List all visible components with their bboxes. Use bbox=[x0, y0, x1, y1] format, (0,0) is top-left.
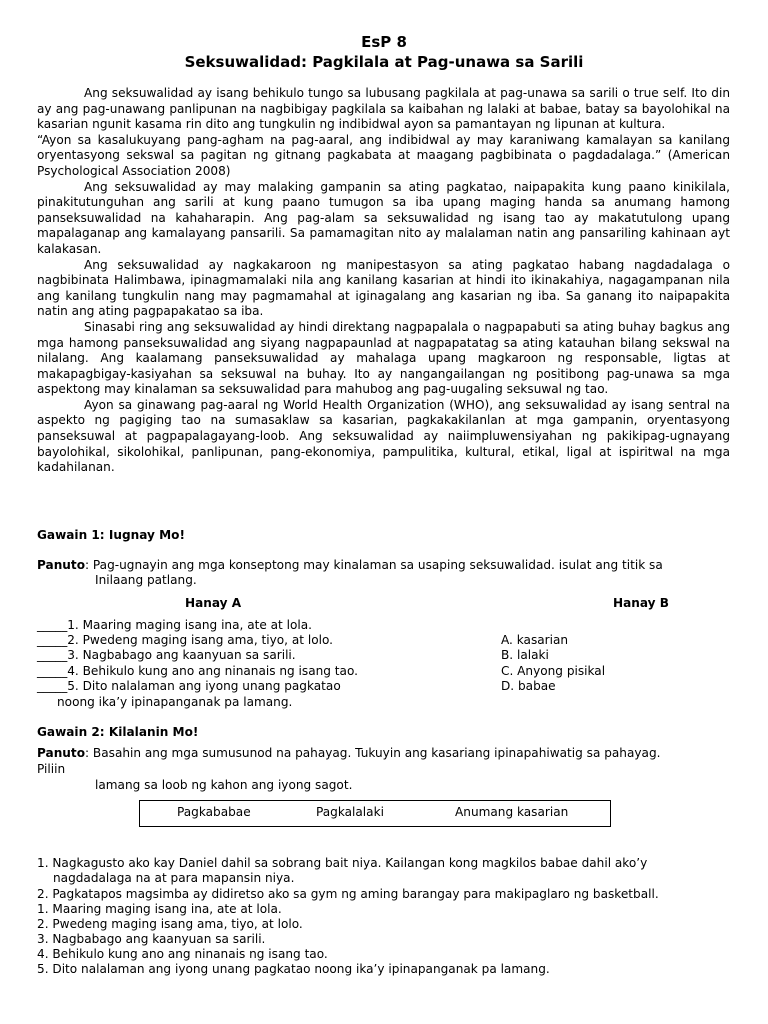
matching-item: _____4. Behikulo kung ano ang ninanais ng isang tao. bbox=[37, 664, 358, 678]
hanay-a-heading: Hanay A bbox=[185, 596, 242, 610]
choice-item: C. Anyong pisikal bbox=[501, 664, 606, 678]
gawain2-instructions-wrap: Piliin bbox=[37, 762, 66, 776]
page-title: Seksuwalidad: Pagkilala at Pag-unawa sa Sarili bbox=[184, 53, 584, 71]
matching-item: _____5. Dito nalalaman ang iyong unang pagkatao bbox=[37, 679, 341, 693]
paragraph-quote: “Ayon sa kasalukuyang pang-agham na pag-aaral, ang indibidwal ay may karaniwang kamalayan sa kanilang oryentasyong sekswal sa pagitan ng gitnang pagkabata at maagang pagbibinata o pagdadalaga.” (American Psychological Association 2008) bbox=[37, 132, 730, 178]
statement-item: 2. Pwedeng maging isang ama, tiyo, at lolo. bbox=[37, 917, 303, 931]
intro-text bbox=[37, 86, 730, 476]
paragraph: Sinasabi ring ang seksuwalidad ay hindi direktang nagpapalala o nagpapabuti sa ating buhay bagkus ang mga hamong panseksuwalidad ang siyang nagpapaunlad at nagpapatatag sa ating katauhan bilang sekswal na nilalang. Ang kaalamang panseksuwalidad ay mahalaga upang magkaroon ng responsable, ligtas at makapagbigay-kasiyahan sa seksuwal na buhay. Ito ay nangangailangan ng positibong pag-unawa sa mga aspektong may kinalaman sa seksuwalidad para mahubog ang pag-uugaling seksuwal ng tao. bbox=[37, 319, 730, 397]
statement-item: 1. Maaring maging isang ina, ate at lola. bbox=[37, 902, 282, 916]
statement-item: 4. Behikulo kung ano ang ninanais ng isang tao. bbox=[37, 947, 328, 961]
option-pagkalalaki: Pagkalalaki bbox=[316, 805, 384, 819]
panuto-label: Panuto bbox=[37, 558, 86, 572]
matching-item-cont: noong ika’y ipinapanganak pa lamang. bbox=[57, 695, 293, 709]
paragraph: Ayon sa ginawang pag-aaral ng World Health Organization (WHO), ang seksuwalidad ay isang sentral na aspekto ng pagiging tao na sumasaklaw sa kasarian, pagkakakilanlan at mga gampanin, oryentasyong panseksuwal at pagpapalagayang-loob. Ang seksuwalidad ay naiimpluwensiyahan ng pakikipag-ugnayang bayolohikal, sikolohikal, panlipunan, pang-ekonomiya, pampulitika, kultural, etikal, ligal at ispiritwal na mga kadahilanan. bbox=[37, 397, 730, 475]
subject-heading: EsP 8 bbox=[361, 33, 407, 51]
matching-item: _____2. Pwedeng maging isang ama, tiyo, at lolo. bbox=[37, 633, 334, 647]
statement-item: 2. Pagkatapos magsimba ay didiretso ako sa gym ng aming barangay para makipaglaro ng basketball. bbox=[37, 887, 659, 901]
paragraph: Ang seksuwalidad ay isang behikulo tungo sa lubusang pagkilala at pag-unawa sa sarili o true self. Ito din ay ang pag-unawang panlipunan na nagbibigay pagkilala sa kaibahan ng lalaki at babae, batay sa bayolohikal na kasarian ngunit kasama rin dito ang tungkulin ng indibidwal ayon sa pamantayan ng lipunan at kultura. bbox=[37, 86, 730, 132]
gawain1-instructions bbox=[37, 558, 663, 574]
option-pagkababae: Pagkababae bbox=[177, 805, 251, 819]
panuto-label: Panuto bbox=[37, 746, 86, 760]
answer-options-box bbox=[139, 800, 611, 827]
panuto-text: : Pag-ugnayin ang mga konseptong may kinalaman sa usaping seksuwalidad. isulat ang titik sa bbox=[85, 558, 663, 572]
option-anumang-kasarian: Anumang kasarian bbox=[455, 805, 569, 819]
statement-item: 3. Nagbabago ang kaanyuan sa sarili. bbox=[37, 932, 266, 946]
paragraph: Ang seksuwalidad ay may malaking gampanin sa ating pagkatao, naipapakita kung paano kinikilala, pinakitutunguhan ang sarili at kung paano tumugon sa iba upang maging handa sa anumang hamong panseksuwalidad na kahaharapin. Ang pag-alam sa seksuwalidad ng isang tao ay makatutulong upang mapalaganap ang kamalayang pansarili. Sa pamamagitan nito ay malalaman natin ang pansariling kahinaan ayt kalakasan. bbox=[37, 179, 730, 256]
hanay-b-heading: Hanay B bbox=[613, 596, 669, 610]
gawain1-instructions-cont: Inilaang patlang. bbox=[95, 573, 197, 587]
statement-item-cont: nagdadalaga na at para mapansin niya. bbox=[53, 871, 295, 885]
paragraph: Ang seksuwalidad ay nagkakaroon ng manipestasyon sa ating pagkatao habang nagdadalaga o nagbibinata Halimbawa, ipinagmamalaki nila ang kanilang kasarian at hindi ito ikinakahiya, nagagampanan nila ang kanilang tungkulin nang may pagmamahal at iginagalang ang kasarian ng iba. Sa ganang ito naipapakita natin ang ating pagpapakatao sa iba. bbox=[37, 257, 730, 319]
matching-item: _____1. Maaring maging isang ina, ate at lola. bbox=[37, 618, 312, 632]
gawain2-instructions bbox=[37, 746, 660, 762]
choice-item: A. kasarian bbox=[501, 633, 569, 647]
panuto-text: : Basahin ang mga sumusunod na pahayag. Tukuyin ang kasariang ipinapahiwatig sa pahayag. bbox=[85, 746, 661, 760]
gawain2-instructions-cont: lamang sa loob ng kahon ang iyong sagot. bbox=[95, 778, 353, 792]
gawain2-title: Gawain 2: Kilalanin Mo! bbox=[37, 725, 199, 739]
choice-item: D. babae bbox=[501, 679, 556, 693]
matching-item: _____3. Nagbabago ang kaanyuan sa sarili. bbox=[37, 648, 296, 662]
statement-item: 1. Nagkagusto ako kay Daniel dahil sa sobrang bait niya. Kailangan kong magkilos babae dahil ako’y bbox=[37, 856, 648, 870]
choice-item: B. lalaki bbox=[501, 648, 549, 662]
statement-item: 5. Dito nalalaman ang iyong unang pagkatao noong ika’y ipinapanganak pa lamang. bbox=[37, 962, 550, 976]
gawain1-title: Gawain 1: Iugnay Mo! bbox=[37, 528, 185, 542]
